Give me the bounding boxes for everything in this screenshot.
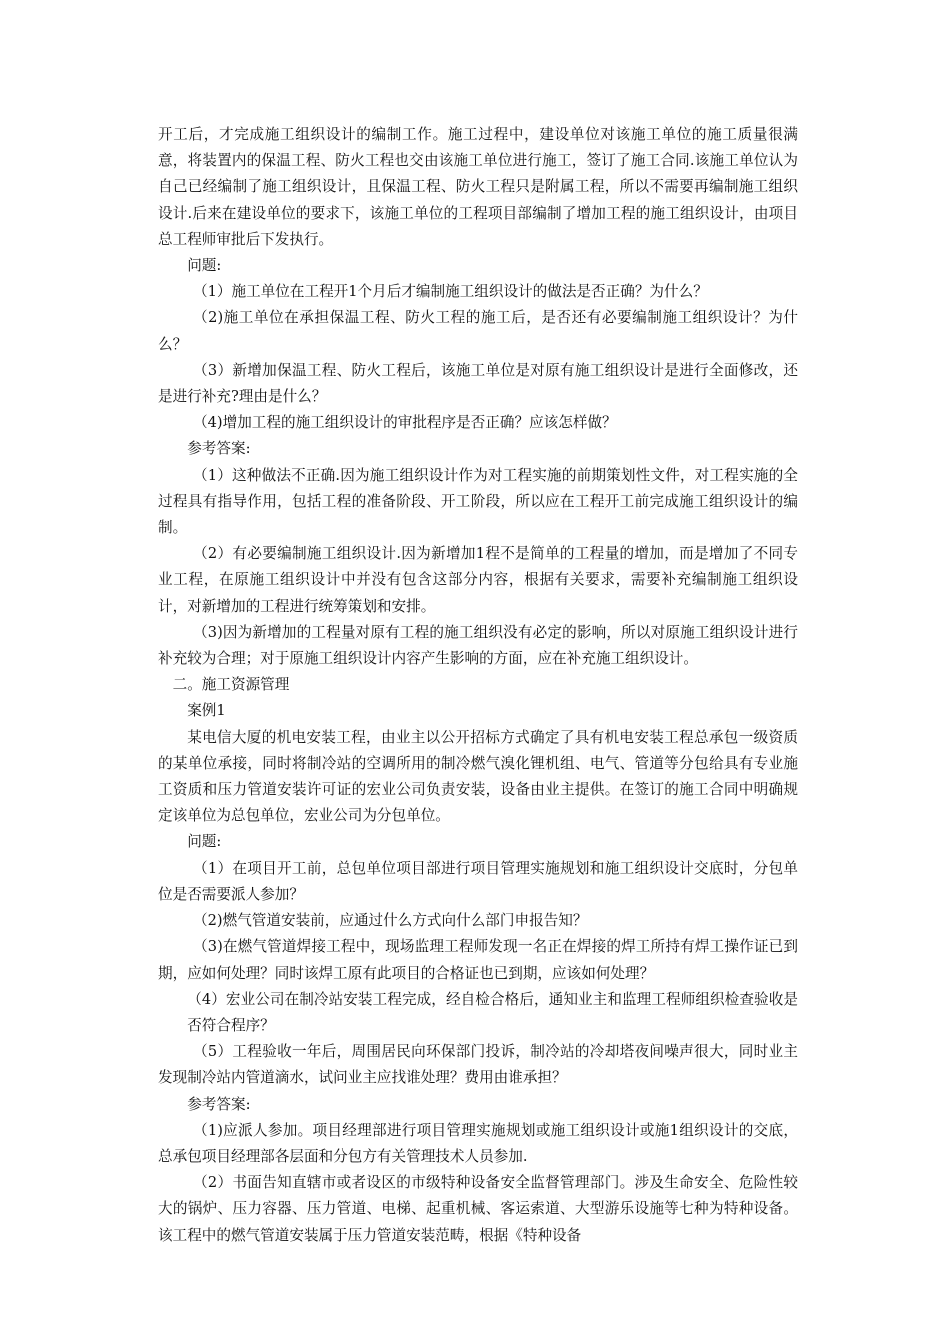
case-question-4: （4）宏业公司在制冷站安装工程完成，经自检合格后，通知业主和监理工程师组织检查验收是否符合程序？ xyxy=(187,990,798,1034)
document-body xyxy=(158,122,798,1249)
question-1: （1）施工单位在工程开1个月后才编制施工组织设计的做法是否正确？为什么？ xyxy=(193,283,708,301)
answer-2: （2）有必要编制施工组织设计.因为新增加1程不是简单的工程量的增加，而是增加了不同专业工程，在原施工组织设计中并没有包含这部分内容，根据有关要求，需要补充编制施工组织设计，对新增加的工程进行统筹策划和安排。 xyxy=(158,545,798,615)
answers-heading-2: 参考答案: xyxy=(187,1095,251,1113)
questions-heading-2: 问题: xyxy=(187,833,222,851)
answer-3: （3)因为新增加的工程量对原有工程的施工组织没有必定的影响，所以对原施工组织设计进行补充较为合理；对于原施工组织设计内容产生影响的方面，应在补充施工组织设计。 xyxy=(158,623,798,668)
answers-heading: 参考答案: xyxy=(187,440,251,458)
question-3: （3）新增加保温工程、防火工程后，该施工单位是对原有施工组织设计是进行全面修改，还是进行补充?理由是什么？ xyxy=(158,361,798,406)
section-heading: 二。施工资源管理 xyxy=(172,676,290,694)
question-2: （2)施工单位在承担保温工程、防火工程的施工后，是否还有必要编制施工组织设计？为什么？ xyxy=(158,309,798,353)
case-description: 某电信大厦的机电安装工程，由业主以公开招标方式确定了具有机电安装工程总承包一级资质的某单位承接，同时将制冷站的空调所用的制冷燃气溴化锂机组、电气、管道等分包给具有专业施工资质和压力管道安装许可证的宏业公司负责安装，设备由业主提供。在签订的施工合同中明确规定该单位为总包单位，宏业公司为分包单位。 xyxy=(158,728,798,825)
question-4: （4)增加工程的施工组织设计的审批程序是否正确？应该怎样做？ xyxy=(193,414,617,432)
paragraph-intro: 开工后，才完成施工组织设计的编制工作。施工过程中，建设单位对该施工单位的施工质量很满意，将装置内的保温工程、防火工程也交由该施工单位进行施工，签订了施工合同.该施工单位认为自己已经编制了施工组织设计，且保温工程、防火工程只是附属工程，所以不需要再编制施工组织设计.后来在建设单位的要求下，该施工单位的工程项目部编制了增加工程的施工组织设计，由项目总工程师审批后下发执行。 xyxy=(158,126,798,248)
case-question-3: （3)在燃气管道焊接工程中，现场监理工程师发现一名正在焊接的焊工所持有焊工操作证已到期，应如何处理？同时该焊工原有此项目的合格证也已到期，应该如何处理？ xyxy=(158,938,798,982)
case-question-5: （5）工程验收一年后，周围居民向环保部门投诉，制冷站的冷却塔夜间噪声很大，同时业主发现制冷站内管道滴水，试问业主应找谁处理？费用由谁承担？ xyxy=(158,1043,798,1087)
questions-heading: 问题: xyxy=(187,257,222,275)
case-question-2: （2)燃气管道安装前，应通过什么方式向什么部门申报告知？ xyxy=(193,912,588,930)
answer-1: （1）这种做法不正确.因为施工组织设计作为对工程实施的前期策划性文件，对工程实施的全过程具有指导作用，包括工程的准备阶段、开工阶段，所以应在工程开工前完成施工组织设计的编制。 xyxy=(158,466,798,537)
case-answer-2: （2）书面告知直辖市或者设区的市级特种设备安全监督管理部门。涉及生命安全、危险性较大的锅炉、压力容器、压力管道、电梯、起重机械、客运索道、大型游乐设施等七种为特种设备。该工程中的燃气管道安装属于压力管道安装范畴，根据《特种设备 xyxy=(158,1174,798,1244)
case-title: 案例1 xyxy=(187,702,226,720)
case-question-1: （1）在项目开工前，总包单位项目部进行项目管理实施规划和施工组织设计交底时，分包单位是否需要派人参加？ xyxy=(158,859,798,903)
case-answer-1: （1)应派人参加。项目经理部进行项目管理实施规划或施工组织设计或施1组织设计的交底，总承包项目经理部各层面和分包方有关管理技术人员参加. xyxy=(158,1121,798,1165)
